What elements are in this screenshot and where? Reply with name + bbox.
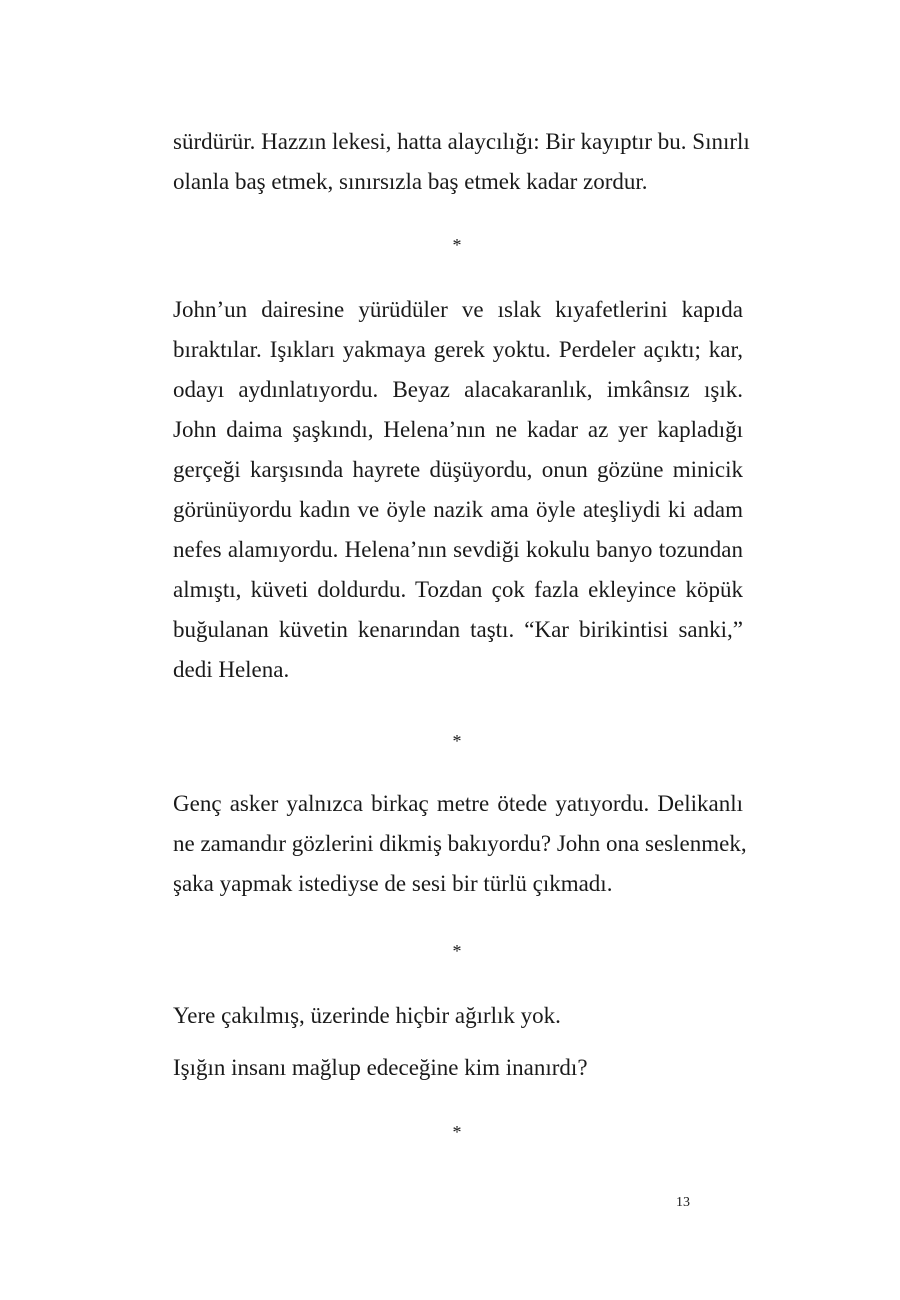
paragraph-2	[173, 290, 743, 690]
paragraph-3	[173, 784, 747, 904]
section-separator: *	[452, 941, 462, 961]
section-separator: *	[452, 731, 462, 751]
text-line: şaka yapmak istediyse de sesi bir türlü çıkmadı.	[173, 871, 613, 896]
text-line: görünüyordu kadın ve öyle nazik ama öyle ateşliydi ki adam	[173, 497, 743, 522]
text-line: Yere çakılmış, üzerinde hiçbir ağırlık yok.	[173, 1003, 561, 1028]
page-number: 13	[676, 1195, 690, 1210]
paragraph-1	[173, 122, 750, 202]
text-line: odayı aydınlatıyordu. Beyaz alacakaranlık, imkânsız ışık.	[173, 377, 743, 402]
text-line: almıştı, küveti doldurdu. Tozdan çok fazla ekleyince köpük	[173, 577, 743, 602]
text-line: John daima şaşkındı, Helena’nın ne kadar az yer kapladığı	[173, 417, 743, 442]
text-line: bıraktılar. Işıkları yakmaya gerek yoktu. Perdeler açıktı; kar,	[173, 337, 743, 362]
paragraph-5	[173, 1048, 743, 1088]
text-line: John’un dairesine yürüdüler ve ıslak kıyafetlerini kapıda	[173, 297, 743, 322]
text-line: Genç asker yalnızca birkaç metre ötede yatıyordu. Delikanlı	[173, 791, 743, 816]
text-line: olanla baş etmek, sınırsızla baş etmek kadar zordur.	[173, 169, 648, 194]
section-separator: *	[452, 235, 462, 255]
text-line: ne zamandır gözlerini dikmiş bakıyordu? John ona seslenmek,	[173, 831, 747, 856]
text-line: gerçeği karşısında hayrete düşüyordu, onun gözüne minicik	[173, 457, 743, 482]
text-line: dedi Helena.	[173, 657, 290, 682]
text-line: buğulanan küvetin kenarından taştı. “Kar birikintisi sanki,”	[173, 617, 743, 642]
paragraph-4	[173, 996, 743, 1036]
text-line: sürdürür. Hazzın lekesi, hatta alaycılığı: Bir kayıptır bu. Sınırlı	[173, 129, 750, 154]
text-line: Işığın insanı mağlup edeceğine kim inanırdı?	[173, 1055, 588, 1080]
text-line: nefes alamıyordu. Helena’nın sevdiği kokulu banyo tozundan	[173, 537, 743, 562]
section-separator: *	[452, 1122, 462, 1142]
